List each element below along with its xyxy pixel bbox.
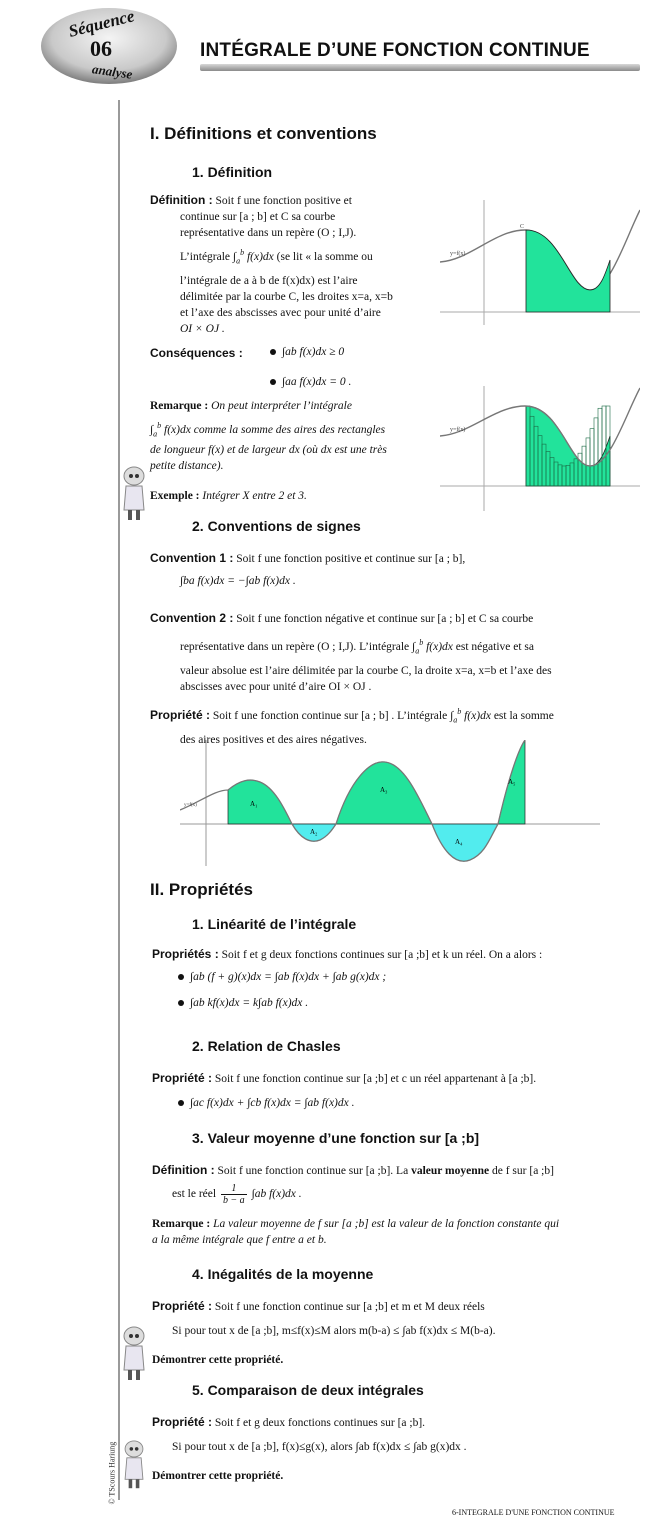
definition-label: Définition : xyxy=(150,193,213,207)
def-line-4a: L’intégrale xyxy=(180,250,233,263)
consequence-2: ∫aa f(x)dx = 0 . xyxy=(270,374,351,390)
mean-fraction: $\frac{1}{b - a}$ xyxy=(222,1183,245,1206)
label-a4: A₄ xyxy=(455,838,463,846)
subsection-conventions: 2. Conventions de signes xyxy=(192,518,361,534)
badge-sub: analyse xyxy=(91,61,134,82)
badge-number: 06 xyxy=(90,36,112,61)
label-a5: A₅ xyxy=(508,778,516,786)
left-margin-rule xyxy=(118,100,120,1500)
def-line-8: OI × OJ . xyxy=(180,323,225,336)
graph-signed-areas xyxy=(180,740,600,866)
graph-rectangles xyxy=(440,386,640,511)
professor-icon-2 xyxy=(120,1326,148,1382)
label-a2: A₂ xyxy=(310,828,318,836)
subsection-linearite: 1. Linéarité de l’intégrale xyxy=(192,916,357,932)
def-line-3: représentative dans un repère (O ; I,J). xyxy=(180,227,357,239)
label-yfx: y=f(x) xyxy=(184,803,197,808)
graph-definition xyxy=(440,200,640,325)
section-1-title: I. Définitions et conventions xyxy=(150,124,377,143)
demo-1: Démontrer cette propriété. xyxy=(152,1354,284,1366)
inequality-block: Propriété : Soit f une fonction continue sur [a ;b] et m et M deux réels Si pour tout x de [a ;b], m≤f(x)≤M alors m(b-a) ≤ ∫ab f(x)dx ≤ M(b-a). xyxy=(152,1299,496,1337)
def-line-6: délimitée par la courbe C, les droites x=a, x=b xyxy=(180,291,393,304)
copyright-vertical: © TScours Hariung xyxy=(107,1441,117,1505)
subsection-comparaison: 5. Comparaison de deux intégrales xyxy=(192,1382,424,1398)
demo-2: Démontrer cette propriété. xyxy=(152,1470,284,1482)
subsection-valeur-moyenne: 3. Valeur moyenne d’une fonction sur [a ;b] xyxy=(192,1130,480,1146)
subsection-inegalites: 4. Inégalités de la moyenne xyxy=(192,1266,374,1282)
def-line-5: l’intégrale de a à b de f(x)dx) est l’aire xyxy=(180,275,358,288)
badge-word: Séquence xyxy=(66,6,137,41)
chasles-block: Propriété : Soit f une fonction continue sur [a ;b] et c un réel appartenant à [a ;b]. ∫ac f(x)dx + ∫cb f(x)dx = ∫ab f(x)dx . xyxy=(152,1071,537,1109)
svg-text:y=f(x): y=f(x) xyxy=(450,251,466,257)
linearity-block: Propriétés : Soit f et g deux fonctions continues sur [a ;b] et k un réel. On a alors : ∫ab (f + g)(x)dx = ∫ab f(x)dx + ∫ab g(x)dx ; ∫ab kf(x)dx = k∫ab f(x)dx . xyxy=(152,947,543,1009)
consequence-1: ∫ab f(x)dx ≥ 0 xyxy=(270,344,344,360)
def-line-2: continue sur [a ; b] et C sa courbe xyxy=(180,211,336,223)
page-title: INTÉGRALE D’UNE FONCTION CONTINUE xyxy=(200,40,590,61)
remark-block: Remarque : On peut interpréter l’intégrale $\int_a^b$ f(x)dx comme la somme des aires des rectangles de longueur f(x) et de largeur dx (où dx est une très petite distance). xyxy=(150,400,387,473)
svg-text:y=f(x): y=f(x) xyxy=(450,427,466,433)
convention-1: Convention 1 : Soit f une fonction positive et continue sur [a ; b], ∫ba f(x)dx = −∫ab f(x)dx . xyxy=(150,551,466,587)
sequence-badge xyxy=(38,4,180,86)
header-rule xyxy=(200,64,640,71)
label-a1: A₁ xyxy=(250,800,258,808)
consequences-label: Conséquences : xyxy=(150,346,243,360)
def-line-1: Soit f une fonction positive et xyxy=(212,195,352,207)
def-line-4b: (se lit « la somme ou xyxy=(273,250,373,263)
property-signs: Propriété : Soit f une fonction continue sur [a ; b] . L’intégrale $\int_a^b$ f(x)dx est la somme des aires positives et des aires négatives. xyxy=(150,707,554,747)
footer-page-label: 6-INTEGRALE D'UNE FONCTION CONTINUE xyxy=(452,1508,615,1517)
svg-text:C: C xyxy=(520,224,525,230)
subsection-chasles: 2. Relation de Chasles xyxy=(192,1038,341,1054)
subsection-definition: 1. Définition xyxy=(192,164,273,180)
remark-label: Remarque : xyxy=(150,400,209,412)
comparison-block: Propriété : Soit f et g deux fonctions continues sur [a ;b]. Si pour tout x de [a ;b], f(x)≤g(x), alors ∫ab f(x)dx ≤ ∫ab g(x)dx . xyxy=(152,1415,467,1453)
professor-icon-3 xyxy=(120,1440,148,1490)
mean-value-block: Définition : Soit f une fonction continue sur [a ;b]. La valeur moyenne de f sur [a ;b] est le réel $\frac{1}{b - a}$ ∫ab f(x)dx . Remarque : La valeur moyenne de f sur [a ;b] est la valeur de la fonction constante qui a la même intégrale que f entre a et b. xyxy=(152,1163,560,1246)
label-a3: A₃ xyxy=(380,786,388,794)
convention-2: Convention 2 : Soit f une fonction négative et continue sur [a ; b] et C sa courbe représentative dans un repère (O ; I,J). L’intégrale $\int_a^b$ f(x)dx est négative et sa valeur absolue est l’aire délimitée par la courbe C, la droite x=a, x=b et l’axe des abscisses avec pour unité d’aire OI × OJ . xyxy=(150,611,552,694)
definition-block: Définition : Soit f une fonction positive et continue sur [a ; b] et C sa courbe représentative dans un repère (O ; I,J). L’intégrale $\int_a^b$ f(x)dx (se lit « la somme ou l’intégrale de a à b de f(x)dx) est l’aire délimitée par la courbe C, les droites x=a, x=b et l’axe des abscisses avec pour unité d’aire OI × OJ . xyxy=(150,192,440,337)
example-line: Exemple : Intégrer X entre 2 et 3. xyxy=(150,490,307,502)
professor-icon xyxy=(120,466,148,522)
def-line-7: et l’axe des abscisses avec pour unité d’aire xyxy=(180,307,381,320)
section-2-title: II. Propriétés xyxy=(150,880,253,899)
